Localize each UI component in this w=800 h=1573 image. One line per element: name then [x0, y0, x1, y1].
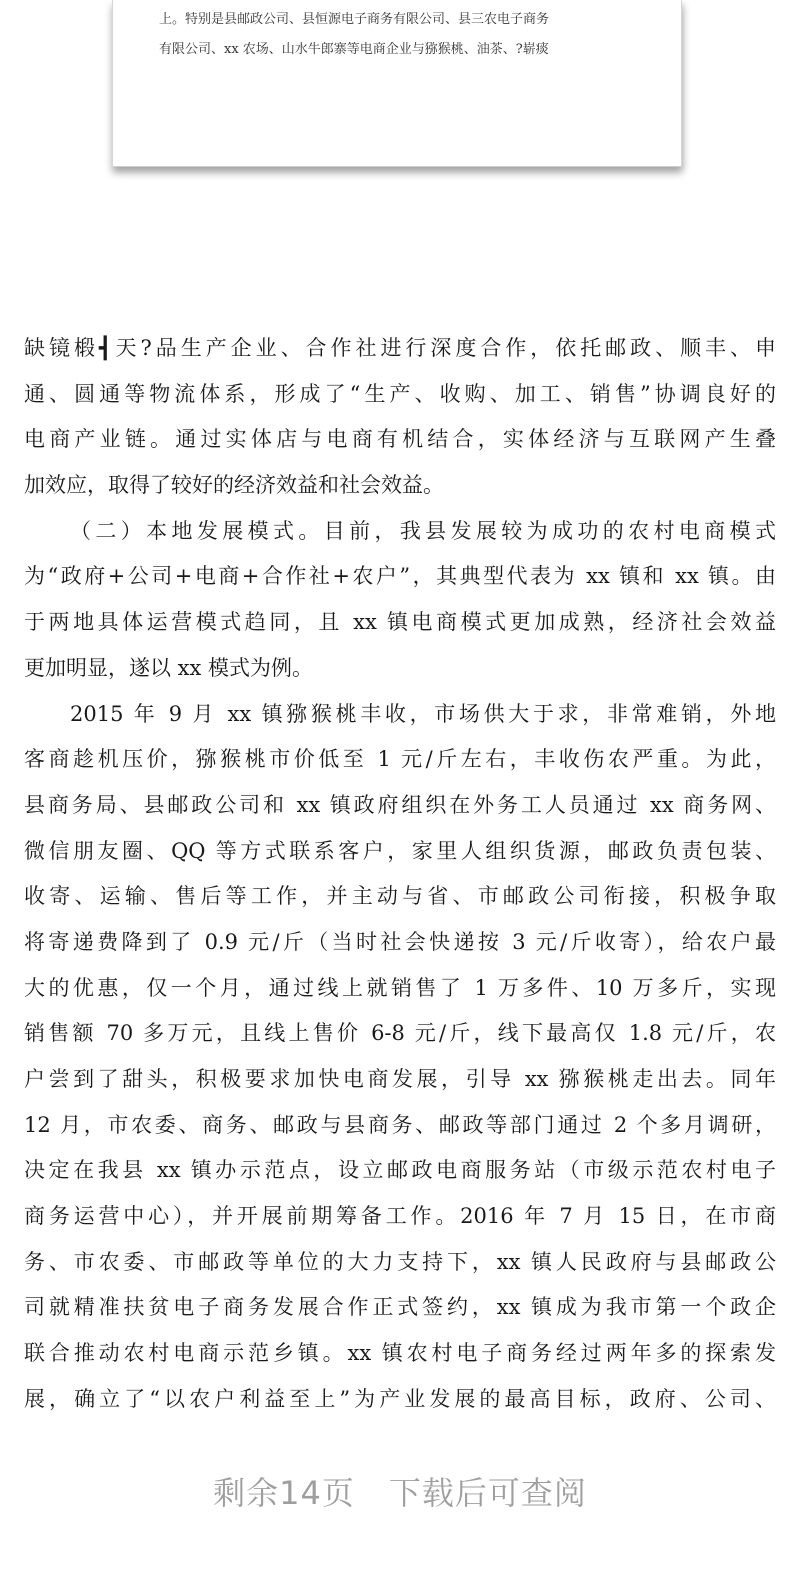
- paragraph: [24, 326, 776, 509]
- text-line: 联合推动农村电商示范乡镇。xx 镇农村电子商务经过两年多的探索发: [24, 1341, 776, 1366]
- text-line: 决定在我县 xx 镇办示范点，设立邮政电商服务站（市级示范农村电子: [24, 1158, 776, 1183]
- text-line: 商务运营中心），并开展前期筹备工作。2016 年 7 月 15 日，在市商: [24, 1204, 776, 1229]
- text-line: 加效应，取得了较好的经济效益和社会效益。: [24, 473, 444, 498]
- download-hint-text: 下载后可查阅: [388, 1474, 587, 1512]
- remaining-pages-text: 剩余14页: [213, 1474, 355, 1512]
- preview-line: 上。特别是县邮政公司、县恒源电子商务有限公司、县三农电子商务: [159, 12, 550, 27]
- text-line: 更加明显，遂以 xx 模式为例。: [24, 655, 314, 680]
- text-line: （二）本地发展模式。目前，我县发展较为成功的农村电商模式: [70, 518, 776, 543]
- paragraph: [24, 509, 776, 692]
- text-line: 销售额 70 多万元，且线上售价 6-8 元/斤，线下最高仅 1.8 元/斤，农: [24, 1021, 776, 1046]
- remaining-pages-banner[interactable]: [0, 1468, 800, 1514]
- preview-line: 有限公司、xx 农场、山水牛郎寨等电商企业与猕猴桃、油茶、?崭痰: [159, 42, 549, 57]
- text-line: 缺镜椴┫天?品生产企业、合作社进行深度合作，依托邮政、顺丰、申: [24, 336, 776, 360]
- text-line: 户尝到了甜头，积极要求加快电商发展，引导 xx 猕猴桃走出去。同年: [24, 1067, 776, 1091]
- previous-page-preview: [112, 0, 682, 167]
- text-line: 务、市农委、市邮政等单位的大力支持下，xx 镇人民政府与县邮政公: [24, 1249, 776, 1274]
- text-line: 将寄递费降到了 0.9 元/斤（当时社会快递按 3 元/斤收寄），给农户最: [24, 929, 776, 954]
- text-line: 为“政府+公司+电商+合作社+农户”，其典型代表为 xx 镇和 xx 镇。由: [24, 564, 776, 589]
- text-line: 通、圆通等物流体系，形成了“生产、收购、加工、销售”协调良好的: [24, 381, 776, 406]
- text-line: 于两地具体运营模式趋同，且 xx 镇电商模式更加成熟，经济社会效益: [24, 610, 776, 635]
- text-line: 客商趁机压价，猕猴桃市价低至 1 元/斤左右，丰收伤农严重。为此，: [24, 747, 776, 772]
- text-line: 收寄、运输、售后等工作，并主动与省、市邮政公司衔接，积极争取: [24, 884, 776, 909]
- text-line: 12 月，市农委、商务、邮政与县商务、邮政等部门通过 2 个多月调研，: [24, 1112, 776, 1137]
- document-body: [24, 326, 776, 1423]
- text-line: 大的优惠，仅一个月，通过线上就销售了 1 万多件、10 万多斤，实现: [24, 975, 776, 1000]
- text-line: 电商产业链。通过实体店与电商有机结合，实体经济与互联网产生叠: [24, 427, 776, 452]
- text-line: 县商务局、县邮政公司和 xx 镇政府组织在外务工人员通过 xx 商务网、: [24, 792, 776, 817]
- paragraph: [24, 692, 776, 1423]
- text-line: 展，确立了“以农户利益至上”为产业发展的最高目标，政府、公司、: [24, 1386, 776, 1411]
- text-line: 司就精准扶贫电子商务发展合作正式签约，xx 镇成为我市第一个政企: [24, 1295, 776, 1320]
- text-line: 2015 年 9 月 xx 镇猕猴桃丰收，市场供大于求，非常难销，外地: [70, 701, 776, 726]
- text-line: 微信朋友圈、QQ 等方式联系客户，家里人组织货源，邮政负责包装、: [24, 838, 776, 863]
